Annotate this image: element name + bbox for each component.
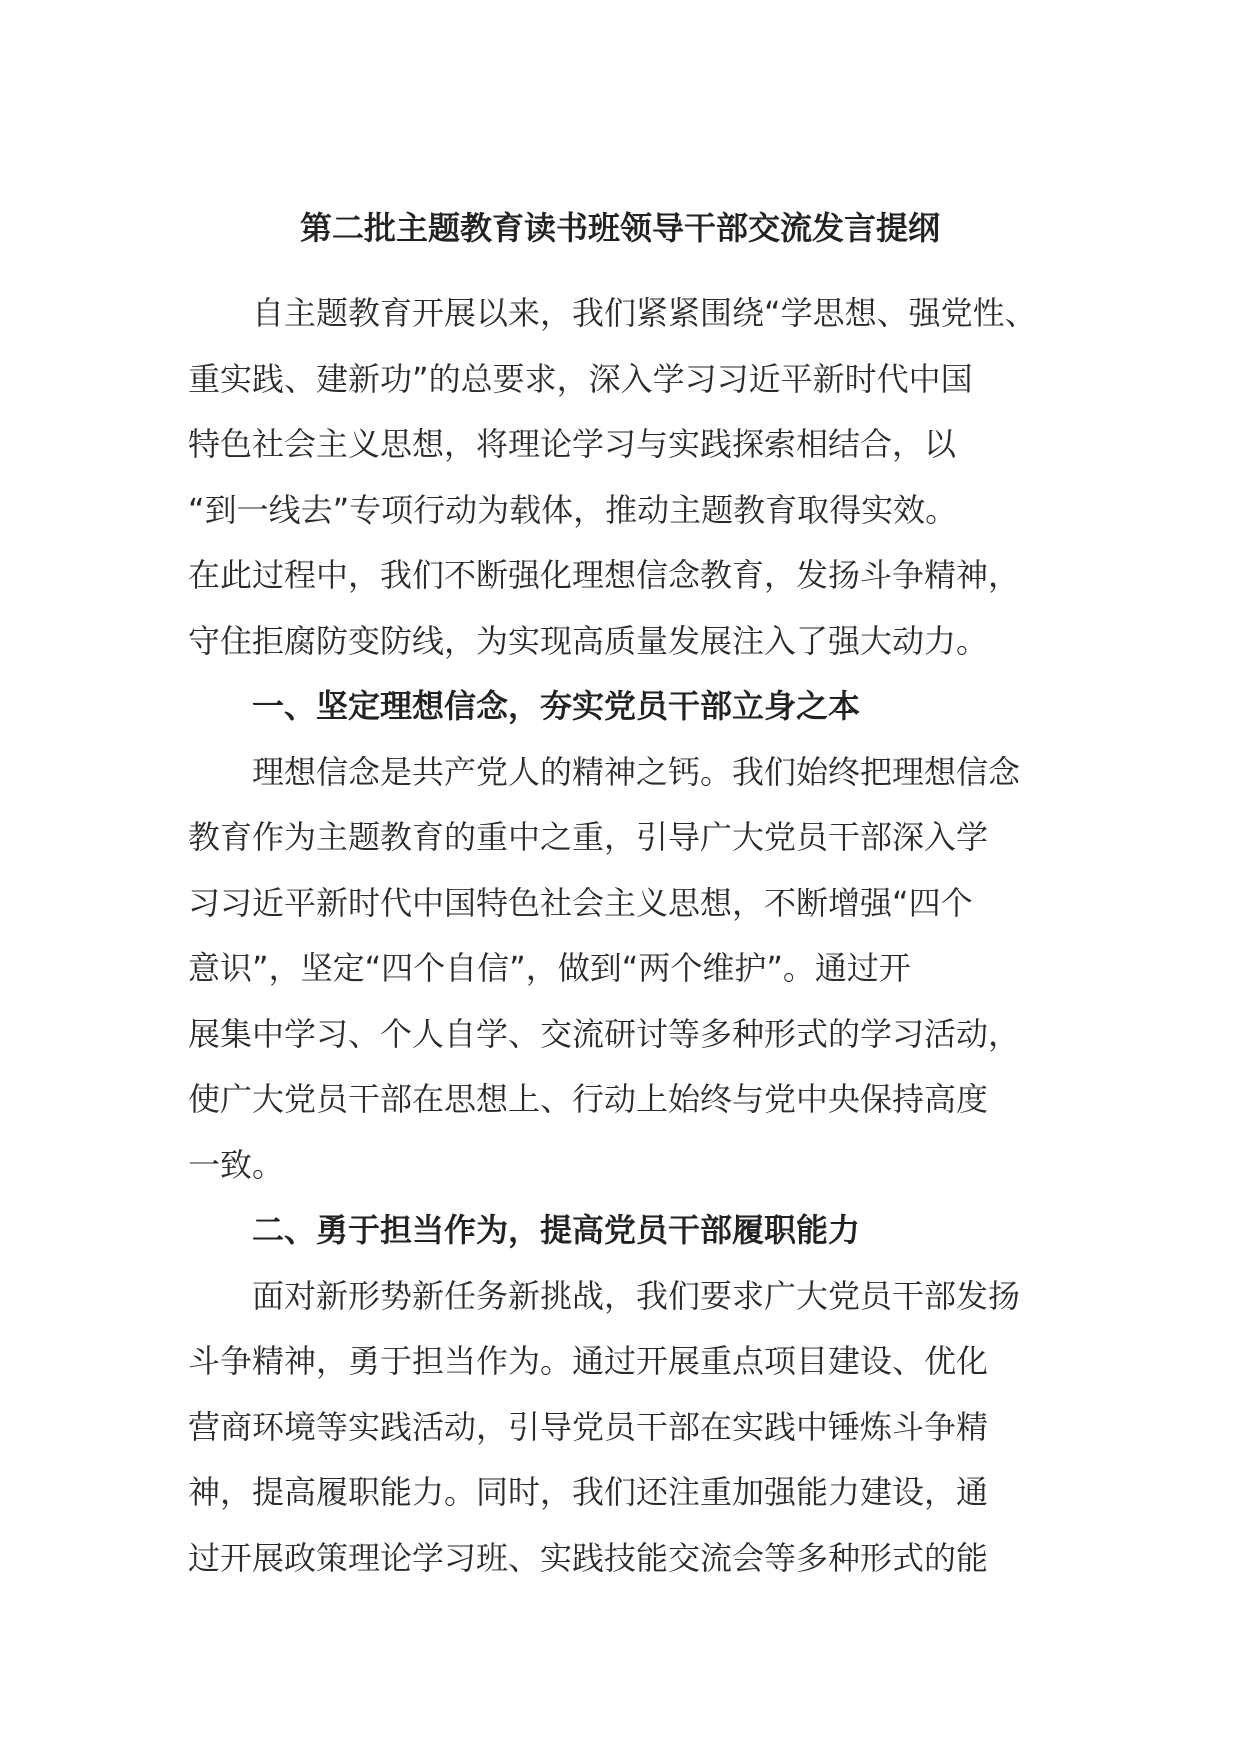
paragraph-intro: 自主题教育开展以来，我们紧紧围绕“学思想、强党性、 重实践、建新功”的总要求，深入学习习近平新时代中国 特色社会主义思想，将理论学习与实践探索相结合，以 “到一线去”专项行动为载体，推动主题教育取得实效。 在此过程中，我们不断强化理想信念教育，发扬斗争精神， 守住拒腐防变防线，为实现高质量发展注入了强大动力。 <box>188 294 1037 660</box>
paragraph-section-2: 面对新形势新任务新挑战，我们要求广大党员干部发扬 斗争精神，勇于担当作为。通过开展重点项目建设、优化 营商环境等实践活动，引导党员干部在实践中锤炼斗争精 神，提高履职能力。同时，我们还注重加强能力建设，通 过开展政策理论学习班、实践技能交流会等多种形式的能 <box>188 1276 1021 1577</box>
section-heading-1: 一、坚定理想信念，夯实党员干部立身之本 <box>252 687 861 725</box>
document-body <box>188 281 1068 1591</box>
section-heading-2: 二、勇于担当作为，提高党员干部履职能力 <box>252 1211 861 1249</box>
document-title: 第二批主题教育读书班领导干部交流发言提纲 <box>299 209 940 247</box>
paragraph-section-1: 理想信念是共产党人的精神之钙。我们始终把理想信念 教育作为主题教育的重中之重，引导广大党员干部深入学 习习近平新时代中国特色社会主义思想，不断增强“四个 意识”，坚定“四个自信”，做到“两个维护”。通过开 展集中学习、个人自学、交流研讨等多种形式的学习活动， 使广大党员干部在思想上、行动上始终与党中央保持高度 一致。 <box>188 752 1021 1184</box>
